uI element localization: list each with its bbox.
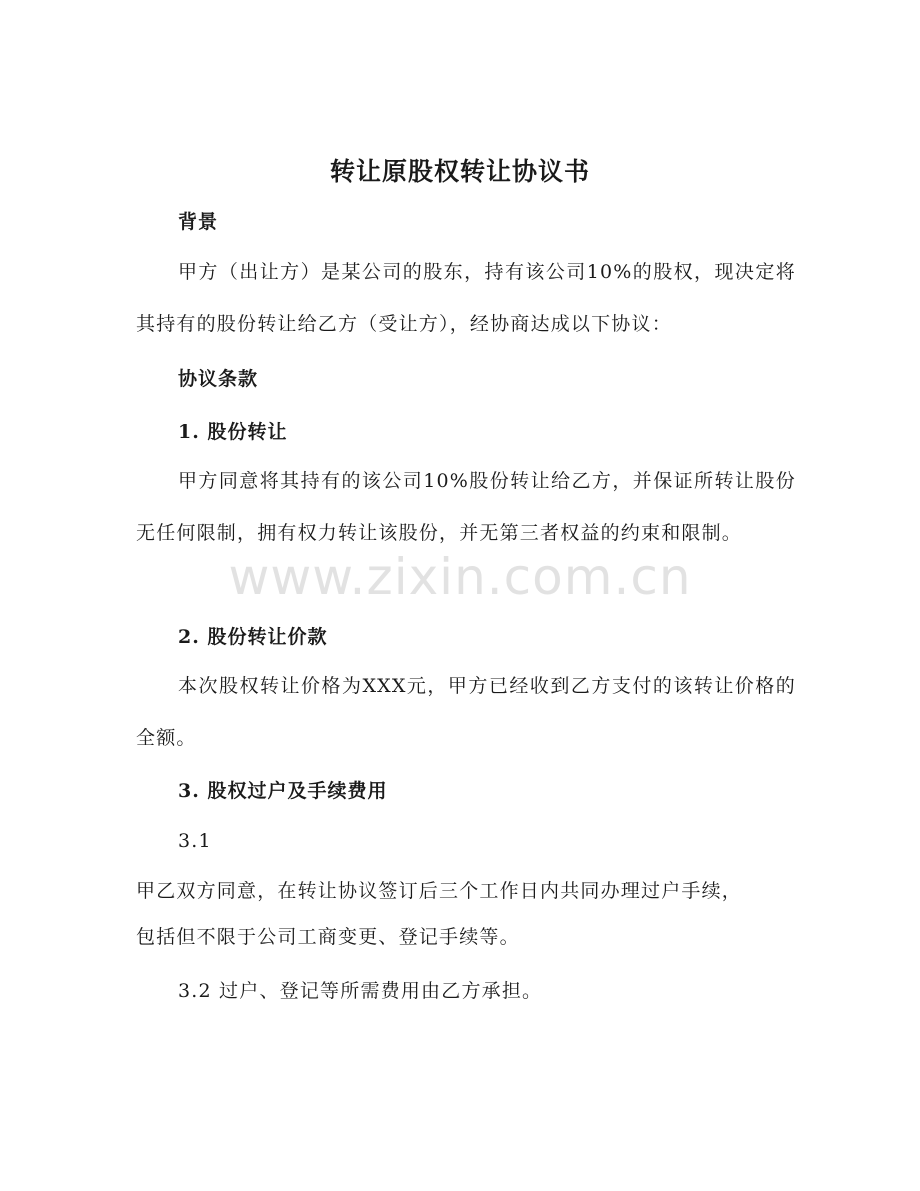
clause3-1-line2: 包括但不限于公司工商变更、登记手续等。: [136, 926, 520, 948]
clause2-paragraph: 本次股权转让价格为XXX元，甲方已经收到乙方支付的该转让价格的全额。: [136, 675, 796, 749]
clauses-heading: 协议条款: [178, 368, 259, 390]
clause3-1-number: 3.1: [178, 830, 212, 852]
document-title: 转让原股权转让协议书: [329, 157, 590, 186]
clause1-paragraph: 甲方同意将其持有的该公司10%股份转让给乙方，并保证所转让股份无任何限制，拥有权力转让该股份，并无第三者权益的约束和限制。: [136, 470, 796, 544]
clause3-1-line1: 甲乙双方同意，在转让协议签订后三个工作日内共同办理过户手续，: [136, 880, 743, 902]
clause1-heading: 1. 股份转让: [178, 421, 288, 443]
background-heading: 背景: [178, 211, 219, 233]
clause2-heading: 2. 股份转让价款: [178, 626, 328, 648]
background-paragraph: 甲方（出让方）是某公司的股东，持有该公司10%的股权，现决定将其持有的股份转让给乙方（受让方），经协商达成以下协议：: [136, 261, 796, 335]
watermark: www.zixin.com.cn: [228, 548, 692, 606]
clause3-2-paragraph: 3.2 过户、登记等所需费用由乙方承担。: [178, 980, 543, 1002]
clause3-heading: 3. 股权过户及手续费用: [178, 780, 388, 802]
